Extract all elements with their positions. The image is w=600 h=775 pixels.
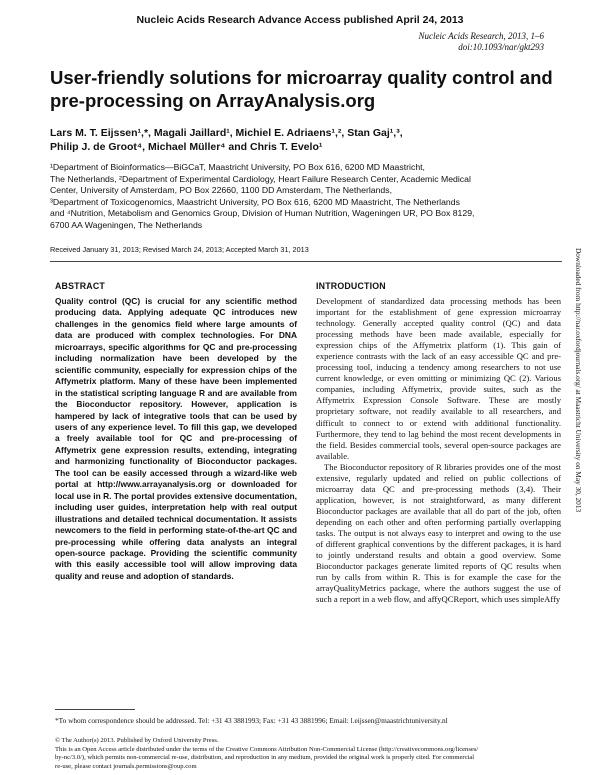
affiliation-line: Center, University of Amsterdam, PO Box 22660, 1100 DD Amsterdam, The Netherlands, [50,185,393,196]
intro-paragraph: The Bioconductor repository of R libraries provides one of the most extensive, regularly updated and relied on public collections of microarray data QC and pre-processing methods (3,4). Their application, however, is not straightforward, as many different Bioconductor packages are available that all do part of the job, often depending on each other and often performing partially overlapping tasks. The output is not always easy to interpret and owing to the use of different graphical conventions by the different packages, it is hard to jointly understand results and obtain a good overview. Some Bioconductor packages generate limited reports of QC results when run by calls from within R. This is for example the case for the arrayQualityMetrics package, where the authors suggest the use of such a report in a web flow, and affyQCReport, which uses simpleAffy [316,461,561,605]
download-sidenote [571,248,583,623]
abstract-heading: ABSTRACT [55,281,105,291]
affiliation-line: The Netherlands, ²Department of Experimental Cardiology, Heart Failure Research Center, Academic Medical [50,173,471,184]
author-line-1: Lars M. T. Eijssen¹,*, Magali Jaillard¹, Michiel E. Adriaens¹,², Stan Gaj¹,³, [50,127,403,139]
affiliation-line: and ⁴Nutrition, Metabolism and Genomics Group, Division of Human Nutrition, Wageningen UR, PO Box 8129, [50,208,475,219]
journal-citation: Nucleic Acids Research, 2013, 1–6 [418,31,544,41]
copyright-line: © The Author(s) 2013. Published by Oxford University Press. [55,737,219,744]
license-line: re-use, please contact journals.permissions@oup.com [55,762,197,770]
affiliation-line: ¹Department of Bioinformatics—BiGCaT, Maastricht University, PO Box 616, 6200 MD Maastricht, [50,162,425,172]
received-dates: Received January 31, 2013; Revised March 24, 2013; Accepted March 31, 2013 [50,245,309,254]
affiliation-line: ³Department of Toxicogenomics, Maastricht University, PO Box 616, 6200 MD Maastricht, The Netherlands [50,196,460,207]
masthead: Nucleic Acids Research Advance Access published April 24, 2013 [136,14,464,26]
correspondence-footnote: *To whom correspondence should be addressed. Tel: +31 43 3881993; Fax: +31 43 3881996; Email: l.eijssen@maastrichtuniversity.nl [55,716,448,725]
license-line: by-nc/3.0/), which permits non-commercial re-use, distribution, and reproduction in any medium, provided the original work is properly cited. For commercial [55,754,475,762]
intro-paragraph: Development of standardized data processing methods has been important for the establishment of gene expression microarray technology. Generally accepted quality control (QC) and data processing methods have been made available, especially for expression chips of the Affymetrix platform (1). This gain of experience contrasts with the lack of an easy accessible QC and pre-processing tool, inducing a tendency among researchers to not use current knowledge, or even omitting or minimizing QC (2). Various companies, including Affymetrix, provide suites, such as the Affymetrix Expression Console Software. These are mostly proprietary software, not readily available to all researchers, and difficult to connect to or extend with additional functionality. Furthermore, they tend to lag behind the most recent developments in the field. Besides commercial tools, several open-source packages are available. [316,296,561,461]
affiliation-line: 6700 AA Wageningen, The Netherlands [50,219,203,230]
abstract-body: Quality control (QC) is crucial for any scientific method producing data. Applying adequate QC introduces new challenges in the genomics field where large amounts of data are produced with complex technologies. For DNA microarrays, specific algorithms for QC and pre-processing including normalization have been developed by the scientific community, especially for expression chips of the Affymetrix platform. Many of these have been implemented in the statistical scripting language R and are available from the Bioconductor repository. However, application is hampered by lack of integrative tools that can be used by users of any experience level. To fill this gap, we developed a freely available tool for QC and pre-processing of Affymetrix gene expression results, extending, integrating and harmonizing functionality of Bioconductor packages. The tool can be easily accessed through a wizard-like web portal at http://www.arrayanalysis.org or downloaded for local use in R. The portal provides extensive documentation, including user guides, interpretation help with real output illustrations and detailed technical documentation. It assists newcomers to the field in performing state-of-the-art QC and pre-processing while offering data analysts an integral open-source package. Providing the scientific community with this easily accessible tool will allow improving data quality and reuse and adoption of standards. [55,296,297,581]
paper-title: User-friendly solutions for microarray quality control and pre-processing on ArrayAnalysis.org [50,67,553,111]
affiliations [50,162,560,232]
copyright-notice [55,737,565,771]
header-divider [50,261,562,262]
download-sidenote-text: Downloaded from http://nar.oxfordjournals.org/ at Maastricht University on May 30, 2013 [574,248,583,513]
license-line: This is an Open Access article distributed under the terms of the Creative Commons Attribution Non-Commercial License (http://creativecommons.org/licenses/ [55,745,479,753]
introduction-body [316,296,561,605]
introduction-heading: INTRODUCTION [316,281,386,291]
footnote-divider [55,709,135,710]
author-line-2: Philip J. de Groot⁴, Michael Müller⁴ and Chris T. Evelo¹ [50,141,323,153]
journal-reference [419,31,544,53]
author-list [50,126,560,154]
doi: doi:10.1093/nar/gkt293 [458,42,544,52]
